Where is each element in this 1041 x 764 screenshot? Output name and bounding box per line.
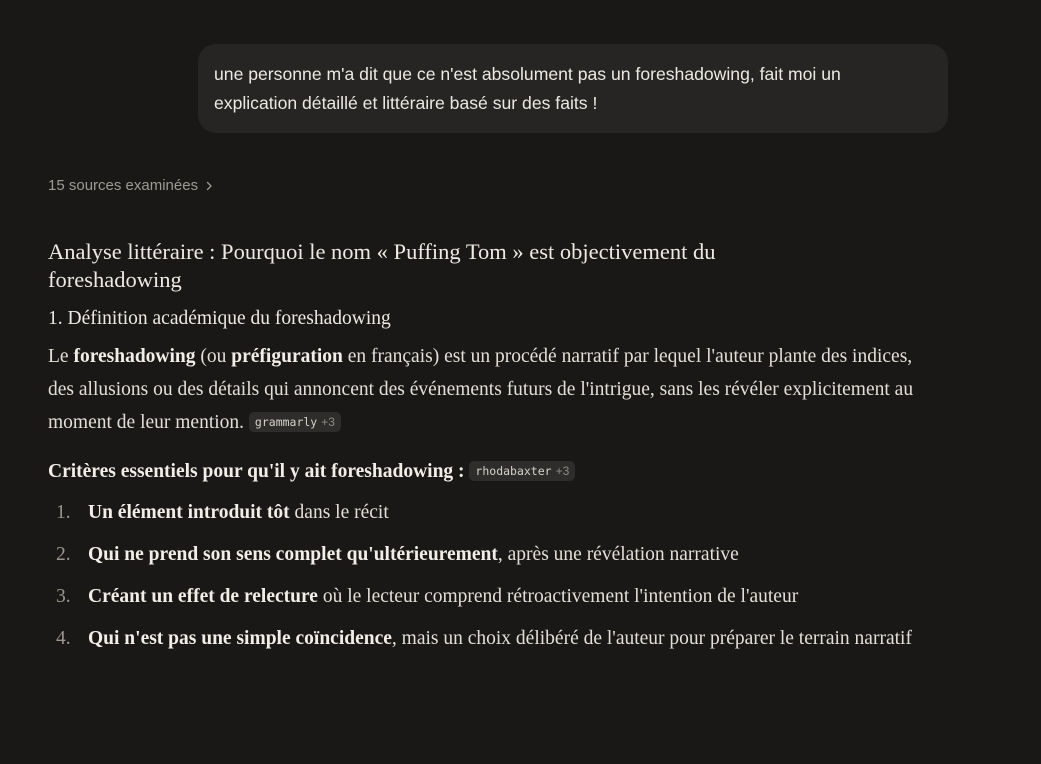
- list-item: [48, 497, 948, 529]
- para-text: en français) est un procédé narratif par lequel l'auteur plante des indices, des allusions ou des détails qui annoncent des événements futurs de l'intrigue, sans les révéler explicitement au moment de leur mention.: [48, 346, 914, 433]
- para-bold-term: foreshadowing: [73, 346, 196, 367]
- list-bold: Qui ne prend son sens complet qu'ultérieurement: [88, 544, 498, 565]
- citation-count: +3: [321, 415, 335, 429]
- list-item: [48, 623, 948, 655]
- list-bold: Qui n'est pas une simple coïncidence: [88, 628, 392, 649]
- list-text: où le lecteur comprend rétroactivement l'intention de l'auteur: [317, 586, 799, 607]
- section-heading: 1. Définition académique du foreshadowing: [48, 308, 391, 329]
- para-bold-term: préfiguration: [231, 346, 343, 367]
- list-number: 1.: [56, 502, 71, 523]
- criteria-line: [48, 459, 978, 485]
- criteria-list: [48, 497, 978, 655]
- assistant-response: [48, 238, 978, 665]
- sources-toggle[interactable]: [48, 177, 214, 194]
- user-message-bubble: [198, 44, 948, 133]
- para-text: (ou: [195, 346, 232, 367]
- citation-count: +3: [555, 464, 570, 478]
- list-text: , après une révélation narrative: [497, 544, 739, 565]
- citation-source: grammarly: [254, 415, 318, 429]
- sources-label: 15 sources examinées: [48, 177, 199, 194]
- chevron-right-icon: [204, 181, 214, 191]
- list-item: [48, 581, 948, 613]
- user-message-text: une personne m'a dit que ce n'est absolument pas un foreshadowing, fait moi un explication détaillé et littéraire basé sur des faits !: [214, 64, 841, 113]
- list-item: [48, 539, 948, 571]
- citation-chip-rhodabaxter[interactable]: [469, 461, 575, 481]
- list-text: dans le récit: [289, 502, 389, 523]
- list-number: 2.: [56, 544, 71, 565]
- criteria-label: Critères essentiels pour qu'il y ait foreshadowing :: [48, 461, 465, 482]
- definition-paragraph: [48, 340, 938, 439]
- para-text: Le: [48, 346, 74, 367]
- citation-source: rhodabaxter: [475, 464, 552, 478]
- list-text: , mais un choix délibéré de l'auteur pour préparer le terrain narratif: [391, 628, 912, 649]
- list-bold: Créant un effet de relecture: [88, 586, 318, 607]
- response-title: Analyse littéraire : Pourquoi le nom « Puffing Tom » est objectivement du foreshadowing: [48, 239, 716, 292]
- list-number: 4.: [56, 628, 71, 649]
- citation-chip-grammarly[interactable]: [249, 412, 341, 432]
- list-bold: Un élément introduit tôt: [88, 502, 290, 523]
- list-number: 3.: [56, 586, 71, 607]
